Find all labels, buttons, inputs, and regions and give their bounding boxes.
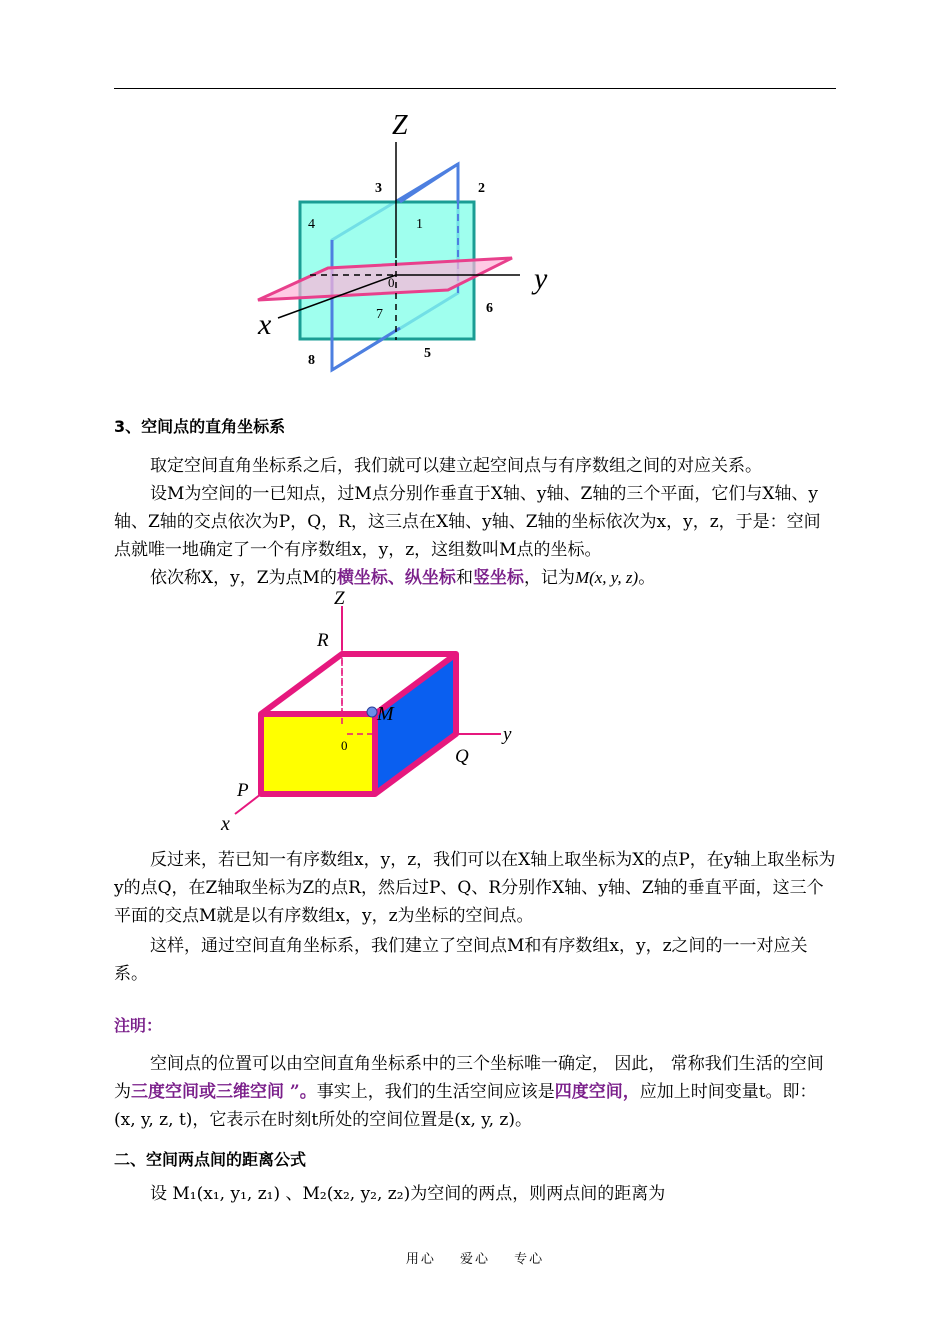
naming-text-e: ，记为 [523, 568, 575, 588]
note-highlight-3d: 三度空间或三维空间 ”。 [131, 1082, 317, 1102]
paragraph-definition: 设M为空间的一已知点，过M点分别作垂直于X轴、y轴、Z轴的三个平面，它们与X轴、y轴、Z轴的交点依次为P，Q，R，这三点在X轴、y轴、Z轴的坐标依次为x，y，z，于是：空间点就唯一地确定了一个有序数组x，y，z，这组数叫M点的坐标。 [114, 484, 821, 560]
point-m-dot [367, 707, 377, 717]
octant-4: 4 [308, 217, 315, 232]
fig2-axis-y-label: y [503, 724, 512, 745]
footer-item: 用心 [405, 1252, 436, 1267]
note-title: 注明： [114, 1016, 163, 1035]
header-rule [114, 88, 836, 89]
fig2-label-r: R [317, 630, 329, 651]
paragraph-intro: 取定空间直角坐标系之后，我们就可以建立起空间点与有序数组之间的对应关系。 [150, 456, 762, 476]
naming-text-c: 和 [455, 568, 473, 588]
box-front-face [261, 714, 375, 794]
naming-highlight-2: 竖坐标 [472, 568, 524, 588]
octant-5: 5 [424, 346, 431, 361]
axis-y-label: y [534, 262, 548, 295]
fig2-label-p: P [237, 780, 249, 801]
section-heading-coordinate-system: 3、空间点的直角坐标系 [114, 417, 286, 436]
fig2-axis-x-label: x [221, 813, 230, 835]
octant-6: 6 [486, 301, 493, 316]
note-text-c: 事实上，我们的生活空间应该是 [316, 1082, 555, 1102]
note-comma: ， [622, 1082, 640, 1102]
origin-label: 0 [388, 275, 395, 290]
paragraph-inverse: 反过来，若已知一有序数组x，y，z，我们可以在X轴上取坐标为X的点P，在y轴上取坐标为y的点Q，在Z轴取坐标为Z的点R，然后过P、Q、R分别作X轴、y轴、Z轴的垂直平面，这三个平面的交点M就是以有序数组x，y，z为坐标的空间点。 [114, 850, 836, 926]
footer-item: 专心 [514, 1252, 545, 1267]
paragraph-distance: 设 M₁(x₁, y₁, z₁) 、M₂(x₂, y₂, z₂)为空间的两点，则两点间的距离为 [150, 1184, 666, 1204]
octant-7: 7 [376, 307, 383, 322]
fig2-label-q: Q [455, 746, 469, 767]
fig2-label-m: M [377, 703, 394, 725]
naming-notation: M(x, y, z) [574, 568, 639, 587]
note-text-f: 应加上时间变量t。即：(x, y, z, t)，它表示在时刻t所处的空间位置是(x, y, z)。 [114, 1082, 817, 1130]
naming-text-a: 依次称X，y，Z为点M的 [150, 568, 337, 588]
axis-x-label: x [258, 308, 272, 341]
fig2-axis-z-label: Z [334, 588, 345, 609]
octant-2: 2 [478, 181, 485, 196]
figure-point-coordinates [215, 588, 535, 838]
octant-8: 8 [308, 353, 315, 368]
note-text-a: 空间点的位置可以由空间直角坐标系中的三个坐标唯一确定， 因此， 常称我们生活的空间为 [114, 1054, 824, 1102]
footer-item: 爱心 [459, 1252, 490, 1267]
octant-1: 1 [416, 217, 423, 232]
note-highlight-4d: 四度空间 [554, 1082, 623, 1102]
fig2-origin: 0 [341, 738, 348, 753]
page-footer [0, 1248, 950, 1267]
naming-text-g: 。 [638, 568, 656, 588]
figure-coordinate-planes [250, 110, 570, 380]
naming-highlight-1: 横坐标、纵坐标 [336, 568, 456, 588]
octant-3: 3 [375, 181, 382, 196]
axis-z-label: Z [392, 110, 408, 141]
paragraph-correspondence: 这样，通过空间直角坐标系，我们建立了空间点M和有序数组x，y，z之间的一一对应关系。 [114, 936, 808, 984]
paragraph-note [114, 1050, 836, 1134]
section-heading-distance: 二、空间两点间的距离公式 [114, 1150, 307, 1169]
